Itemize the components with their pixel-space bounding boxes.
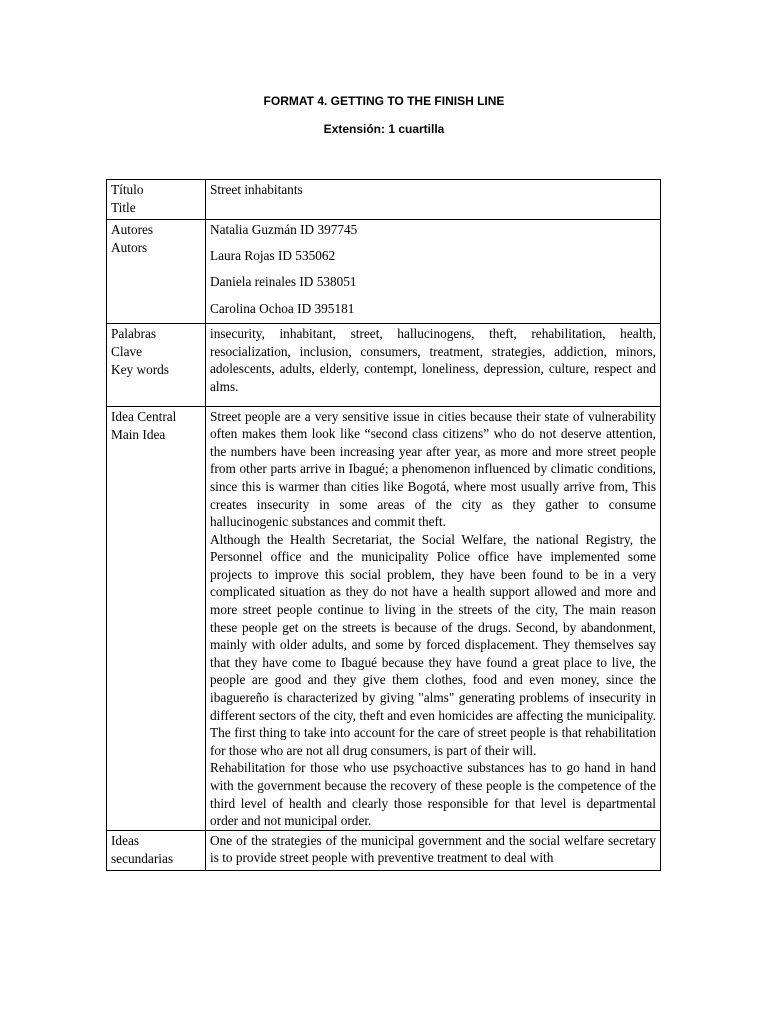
title-value: Street inhabitants — [206, 180, 661, 220]
main-idea-label-en: Main Idea — [111, 426, 166, 442]
authors-row — [107, 220, 661, 324]
authors-label-cell — [107, 220, 206, 324]
main-idea-label-es: Idea Central — [111, 408, 177, 424]
author-item: Natalia Guzmán ID 397745 — [210, 222, 358, 237]
document-subtitle: Extensión: 1 cuartilla — [323, 122, 445, 136]
title-row — [107, 180, 661, 220]
secondary-ideas-value: One of the strategies of the municipal government and the social welfare secretary is to provide street people with preventive treatment to deal with — [206, 830, 661, 870]
format-table — [106, 179, 661, 871]
main-idea-paragraph: Street people are a very sensitive issue in cities because their state of vulnerability often makes them look like “second class citizens” who do not deserve attention, the numbers have been increasing year after year, as more and more street people from other parts arrive in Ibagué; a phenomenon influenced by climatic conditions, since this is warmer than cities like Bogotá, where most usually arrive from, This creates insecurity in some areas of the city as they gather to consume hallucinogenic substances and commit theft. — [210, 408, 656, 530]
title-label-cell — [107, 180, 206, 220]
keywords-label-3: Key words — [111, 362, 169, 378]
main-idea-label-cell — [107, 406, 206, 830]
secondary-ideas-row — [107, 830, 661, 870]
author-item: Carolina Ochoa ID 395181 — [210, 300, 355, 316]
main-idea-paragraph: Although the Health Secretariat, the Social Welfare, the national Registry, the Personnel office and the municipality Police office have implemented some projects to improve this social problem, they have been found to be in a very complicated situation as they do not have a health support allowed and more and more street people continue to living in the streets of the city, The main reason these people get on the streets is because of the drugs. Second, by abandonment, mainly with older adults, and some by forced displacement. They themselves say that they have come to Ibagué because they have found a great place to live, the people are good and they give them clothes, food and even money, since the ibaguereño is characterized by giving "alms" generating problems of insecurity in different sectors of the city, theft and even homicides are affecting the municipality. The first thing to take into account for the care of street people is that rehabilitation for those who are not all drug consumers, is part of their will. — [210, 531, 656, 758]
main-idea-value-cell — [206, 406, 661, 830]
authors-label-es: Autores — [111, 222, 154, 237]
keywords-row — [107, 324, 661, 406]
main-idea-row — [107, 406, 661, 830]
keywords-label-2: Clave — [111, 344, 143, 360]
document-title: FORMAT 4. GETTING TO THE FINISH LINE — [263, 94, 505, 108]
secondary-label-cell — [107, 830, 206, 870]
title-label-en: Title — [111, 200, 136, 215]
keywords-value: insecurity, inhabitant, street, hallucinogens, theft, rehabilitation, health, resocialization, inclusion, consumers, treatment, strategies, addiction, minors, adolescents, adults, elderly, contempt, loneliness, depression, culture, respect and alms. — [206, 324, 661, 406]
keywords-label-cell — [107, 324, 206, 406]
author-item: Laura Rojas ID 535062 — [210, 248, 336, 264]
authors-label-en: Autors — [111, 240, 148, 255]
title-label-es: Título — [111, 182, 144, 197]
main-idea-paragraph: Rehabilitation for those who use psychoactive substances has to go hand in hand with the government because the recovery of these people is the competence of the third level of health and clearly those responsible for that level is departmental order and not municipal order. — [210, 760, 656, 829]
keywords-label-1: Palabras — [111, 326, 157, 342]
authors-value-cell — [206, 220, 661, 324]
author-item: Daniela reinales ID 538051 — [210, 274, 357, 290]
secondary-label-2: secundarias — [111, 850, 174, 866]
secondary-label-1: Ideas — [111, 832, 140, 848]
